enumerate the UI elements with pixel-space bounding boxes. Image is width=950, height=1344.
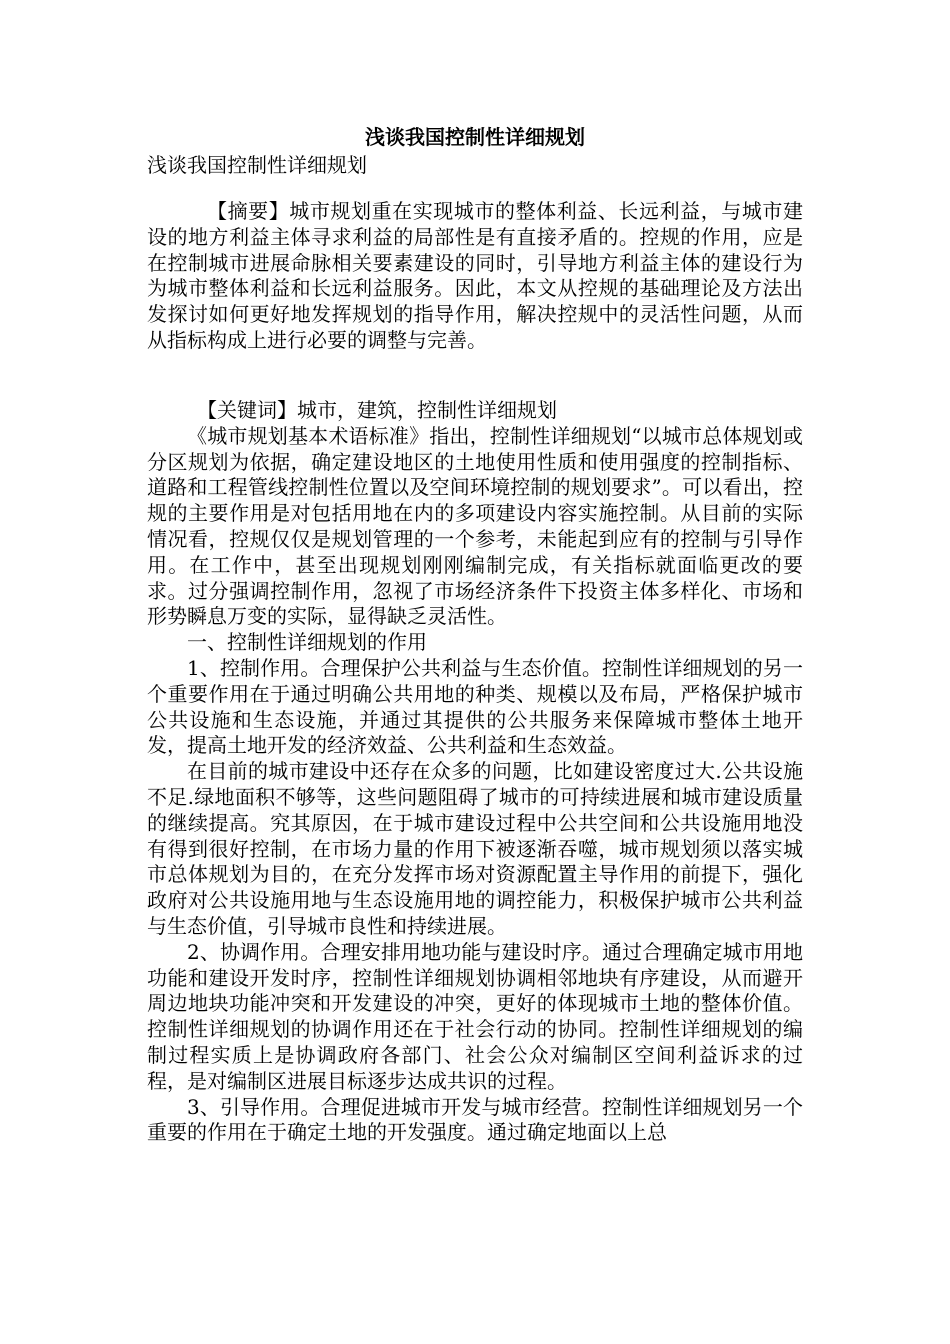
body-paragraph: 在目前的城市建设中还存在众多的问题，比如建设密度过大.公共设施不足.绿地面积不够等，这些问题阻碍了城市的可持续进展和城市建设质量的继续提高。究其原因，在于城市建设过程中公共空间和公共设施用地没有得到很好控制，在市场力量的作用下被逐渐吞噬，城市规划须以落实城市总体规划为目的，在充分发挥市场对资源配置主导作用的前提下，强化政府对公共设施用地与生态设施用地的调控能力，积极保护城市公共利益与生态价值，引导城市良性和持续进展。 [147, 759, 803, 938]
abstract-paragraph: 【摘要】城市规划重在实现城市的整体利益、长远利益，与城市建设的地方利益主体寻求利益的局部性是有直接矛盾的。控规的作用，应是在控制城市进展命脉相关要素建设的同时，引导地方利益主体的建设行为为城市整体利益和长远利益服务。因此，本文从控规的基础理论及方法出发探讨如何更好地发挥规划的指导作用，解决控规中的灵活性问题，从而从指标构成上进行必要的调整与完善。 [147, 199, 803, 352]
body-paragraph: 《城市规划基本术语标准》指出，控制性详细规划“以城市总体规划或分区规划为依据，确定建设地区的土地使用性质和使用强度的控制指标、道路和工程管线控制性位置以及空间环境控制的规划要求”。可以看出，控规的主要作用是对包括用地在内的多项建设内容实施控制。从目前的实际情况看，控规仅仅是规划管理的一个参考，未能起到应有的控制与引导作用。在工作中，甚至出现规划刚刚编制完成，有关指标就面临更改的要求。过分强调控制作用，忽视了市场经济条件下投资主体多样化、市场和形势瞬息万变的实际，显得缺乏灵活性。 [147, 423, 803, 629]
document-title: 浅谈我国控制性详细规划 [365, 125, 585, 149]
document-subtitle: 浅谈我国控制性详细规划 [147, 153, 367, 177]
keywords-paragraph: 【关键词】城市，建筑，控制性详细规划 [197, 398, 557, 422]
abstract-section [147, 199, 803, 354]
body-section [147, 398, 803, 1146]
section-heading: 一、控制性详细规划的作用 [187, 630, 427, 655]
body-paragraph: 3、引导作用。合理促进城市开发与城市经营。控制性详细规划另一个重要的作用在于确定土地的开发强度。通过确定地面以上总 [147, 1094, 803, 1145]
body-paragraph: 2、协调作用。合理安排用地功能与建设时序。通过合理确定城市用地功能和建设开发时序，控制性详细规划协调相邻地块有序建设，从而避开周边地块功能冲突和开发建设的冲突，更好的体现城市土地的整体价值。控制性详细规划的协调作用还在于社会行动的协同。控制性详细规划的编制过程实质上是协调政府各部门、社会公众对编制区空间利益诉求的过程，是对编制区进展目标逐步达成共识的过程。 [147, 939, 803, 1093]
body-paragraph: 1、控制作用。合理保护公共利益与生态价值。控制性详细规划的另一个重要作用在于通过明确公共用地的种类、规模以及布局，严格保护城市公共设施和生态设施，并通过其提供的公共服务来保障城市整体土地开发，提高土地开发的经济效益、公共利益和生态效益。 [147, 655, 803, 758]
